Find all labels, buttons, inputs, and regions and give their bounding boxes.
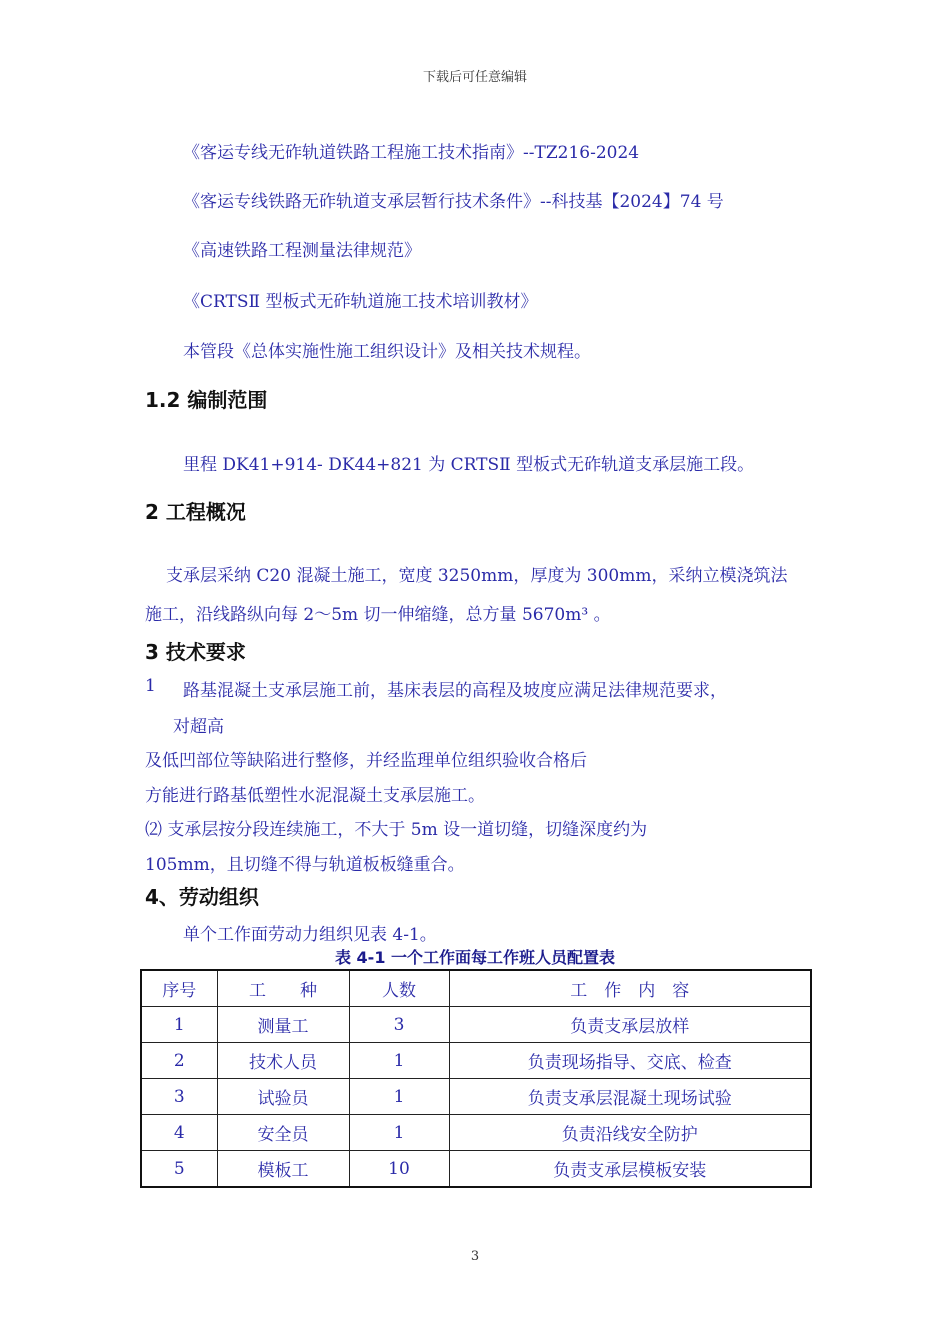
table-cell: 2 bbox=[141, 1043, 217, 1079]
section-heading-overview: 2 工程概况 bbox=[145, 500, 246, 524]
table-row bbox=[141, 1043, 811, 1079]
table-header-row bbox=[141, 970, 811, 1007]
reference-item: 《高速铁路工程测量法律规范》 bbox=[183, 241, 421, 261]
scope-text: 里程 DK41+914- DK44+821 为 CRTSⅡ 型板式无砟轨道支承层施工段。 bbox=[183, 455, 755, 475]
reference-item: 《CRTSⅡ 型板式无砟轨道施工技术培训教材》 bbox=[183, 292, 538, 312]
table-cell: 负责支承层混凝土现场试验 bbox=[449, 1079, 811, 1115]
table-cell: 安全员 bbox=[217, 1115, 349, 1151]
section-heading-requirements: 3 技术要求 bbox=[145, 640, 246, 664]
table-cell: 3 bbox=[141, 1079, 217, 1115]
table-row bbox=[141, 1151, 811, 1188]
table-cell: 3 bbox=[349, 1007, 449, 1043]
requirement-line: 方能进行路基低塑性水泥混凝土支承层施工。 bbox=[145, 786, 485, 806]
page-header: 下载后可任意编辑 bbox=[422, 70, 527, 85]
reference-item: 本管段《总体实施性施工组织设计》及相关技术规程。 bbox=[183, 342, 591, 362]
table-cell: 模板工 bbox=[217, 1151, 349, 1188]
table-cell: 1 bbox=[349, 1115, 449, 1151]
page-number: 3 bbox=[470, 1249, 480, 1264]
table-cell: 1 bbox=[349, 1043, 449, 1079]
table-row bbox=[141, 1079, 811, 1115]
requirement-line: 对超高 bbox=[173, 717, 224, 737]
table-caption: 表 4-1 一个工作面每工作班人员配置表 bbox=[334, 948, 616, 967]
table-cell: 试验员 bbox=[217, 1079, 349, 1115]
table-cell: 负责现场指导、交底、检查 bbox=[449, 1043, 811, 1079]
staff-table bbox=[140, 969, 812, 1188]
table-cell: 负责支承层放样 bbox=[449, 1007, 811, 1043]
overview-line: 施工，沿线路纵向每 2～5m 切一伸缩缝，总方量 5670m³ 。 bbox=[145, 605, 611, 625]
requirement-line: 路基混凝土支承层施工前，基床表层的高程及坡度应满足法律规范要求， bbox=[183, 681, 727, 701]
table-cell: 负责支承层模板安装 bbox=[449, 1151, 811, 1188]
table-cell: 技术人员 bbox=[217, 1043, 349, 1079]
reference-item: 《客运专线铁路无砟轨道支承层暂行技术条件》--科技基【2024】74 号 bbox=[183, 192, 724, 212]
requirement-line: 105mm，且切缝不得与轨道板板缝重合。 bbox=[145, 855, 465, 875]
overview-line: 支承层采纳 C20 混凝土施工，宽度 3250mm，厚度为 300mm，采纳立模浇筑法 bbox=[166, 566, 788, 586]
table-cell: 测量工 bbox=[217, 1007, 349, 1043]
table-cell: 1 bbox=[349, 1079, 449, 1115]
column-header: 序号 bbox=[141, 970, 217, 1007]
requirement-line: ⑵ 支承层按分段连续施工，不大于 5m 设一道切缝，切缝深度约为 bbox=[145, 820, 648, 840]
section-heading-scope: 1.2 编制范围 bbox=[145, 388, 268, 412]
table-cell: 1 bbox=[141, 1007, 217, 1043]
column-header: 工 种 bbox=[217, 970, 349, 1007]
table-cell: 10 bbox=[349, 1151, 449, 1188]
table-row bbox=[141, 1007, 811, 1043]
labor-intro: 单个工作面劳动力组织见表 4-1。 bbox=[183, 925, 437, 945]
section-heading-labor: 4、劳动组织 bbox=[145, 885, 259, 909]
list-item-number: 1 bbox=[145, 676, 156, 696]
column-header: 人数 bbox=[349, 970, 449, 1007]
table-row bbox=[141, 1115, 811, 1151]
table-cell: 4 bbox=[141, 1115, 217, 1151]
column-header: 工 作 内 容 bbox=[449, 970, 811, 1007]
table-cell: 负责沿线安全防护 bbox=[449, 1115, 811, 1151]
reference-item: 《客运专线无砟轨道铁路工程施工技术指南》--TZ216-2024 bbox=[183, 143, 640, 163]
requirement-line: 及低凹部位等缺陷进行整修，并经监理单位组织验收合格后 bbox=[145, 751, 587, 771]
table-cell: 5 bbox=[141, 1151, 217, 1188]
